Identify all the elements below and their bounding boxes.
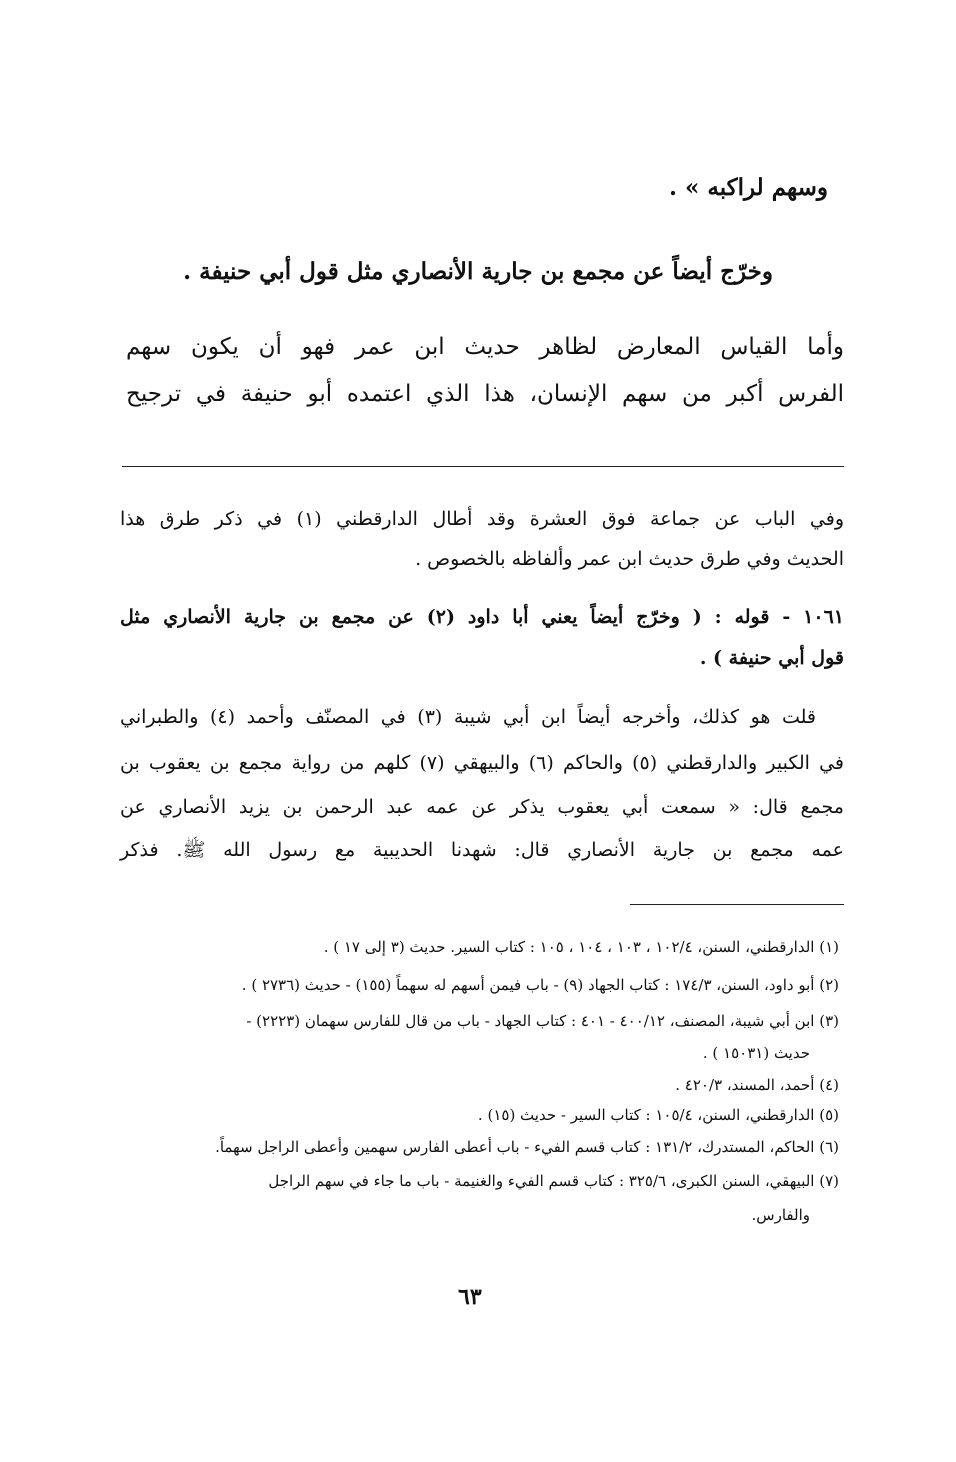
footnote-7-line-2: والفارس. — [751, 1206, 810, 1224]
footnote-7-line-1: (٧) البيهقي، السنن الكبرى، ٣٢٥/٦ : كتاب قسم الفيء والغنيمة - باب ما جاء في سهم الراجل — [268, 1172, 839, 1190]
commentary-para2-line2: قول أبي حنيفة ) . — [699, 647, 844, 669]
footnote-separator — [630, 904, 844, 905]
footnote-2: (٢) أبو داود، السنن، ١٧٤/٣ : كتاب الجهاد (٩) - باب فيمن أسهم له سهماً (١٥٥) - حديث (٢٧٣٦ ) . — [241, 976, 839, 994]
main-text-line-3: وأما القياس المعارض لظاهر حديث ابن عمر فهو أن يكون سهم — [126, 334, 844, 360]
footnote-6: (٦) الحاكم، المستدرك، ١٣١/٢ : كتاب قسم الفيء - باب أعطى الفارس سهمين وأعطى الراجل سهماً. — [215, 1138, 839, 1156]
footnote-4: (٤) أحمد، المسند، ٤٢٠/٣ . — [675, 1076, 839, 1094]
commentary-para3-line2: في الكبير والدارقطني (٥) والحاكم (٦) والبيهقي (٧) كلهم من رواية مجمع بن يعقوب بن — [120, 752, 844, 774]
footnote-3-line-2: حديث (١٥٠٣١ ) . — [702, 1044, 810, 1062]
footnote-3-line-1: (٣) ابن أبي شيبة، المصنف، ٤٠٠/١٢ - ٤٠١ : كتاب الجهاد - باب من قال للفارس سهمان (٢٢٢٣) - — [246, 1012, 839, 1030]
commentary-para1-line1: وفي الباب عن جماعة فوق العشرة وقد أطال الدارقطني (١) في ذكر طرق هذا — [120, 508, 844, 530]
main-text-line-2: وخرّج أيضاً عن مجمع بن جارية الأنصاري مثل قول أبي حنيفة . — [183, 258, 773, 285]
main-text-line-4: الفرس أكبر من سهم الإنسان، هذا الذي اعتمده أبو حنيفة في ترجيح — [126, 381, 844, 407]
commentary-separator — [122, 466, 844, 467]
main-text-line-1: وسهم لراكبه » . — [668, 174, 828, 201]
commentary-para3-line1: قلت هو كذلك، وأخرجه أيضاً ابن أبي شيبة (٣) في المصنّف وأحمد (٤) والطبراني — [120, 706, 817, 728]
commentary-para2-line1: ١٠٦١ - قوله : ( وخرّج أيضاً يعني أبا داود (٢) عن مجمع بن جارية الأنصاري مثل — [120, 606, 844, 628]
commentary-para1-line2: الحديث وفي طرق حديث ابن عمر وألفاظه بالخصوص . — [415, 548, 844, 570]
footnote-5: (٥) الدارقطني، السنن، ١٠٥/٤ : كتاب السير - حديث (١٥) . — [477, 1106, 839, 1124]
commentary-para3-line3: مجمع قال: « سمعت أبي يعقوب يذكر عن عمه عبد الرحمن بن يزيد الأنصاري عن — [120, 796, 844, 818]
commentary-para3-line4: عمه مجمع بن جارية الأنصاري قال: شهدنا الحديبية مع رسول الله ﷺ. فذكر — [120, 839, 844, 861]
footnote-1: (١) الدارقطني، السنن، ١٠٢/٤ ، ١٠٣ ، ١٠٤ ، ١٠٥ : كتاب السير. حديث (٣ إلى ١٧ ) . — [323, 938, 839, 956]
page-number: ٦٣ — [458, 1284, 482, 1310]
